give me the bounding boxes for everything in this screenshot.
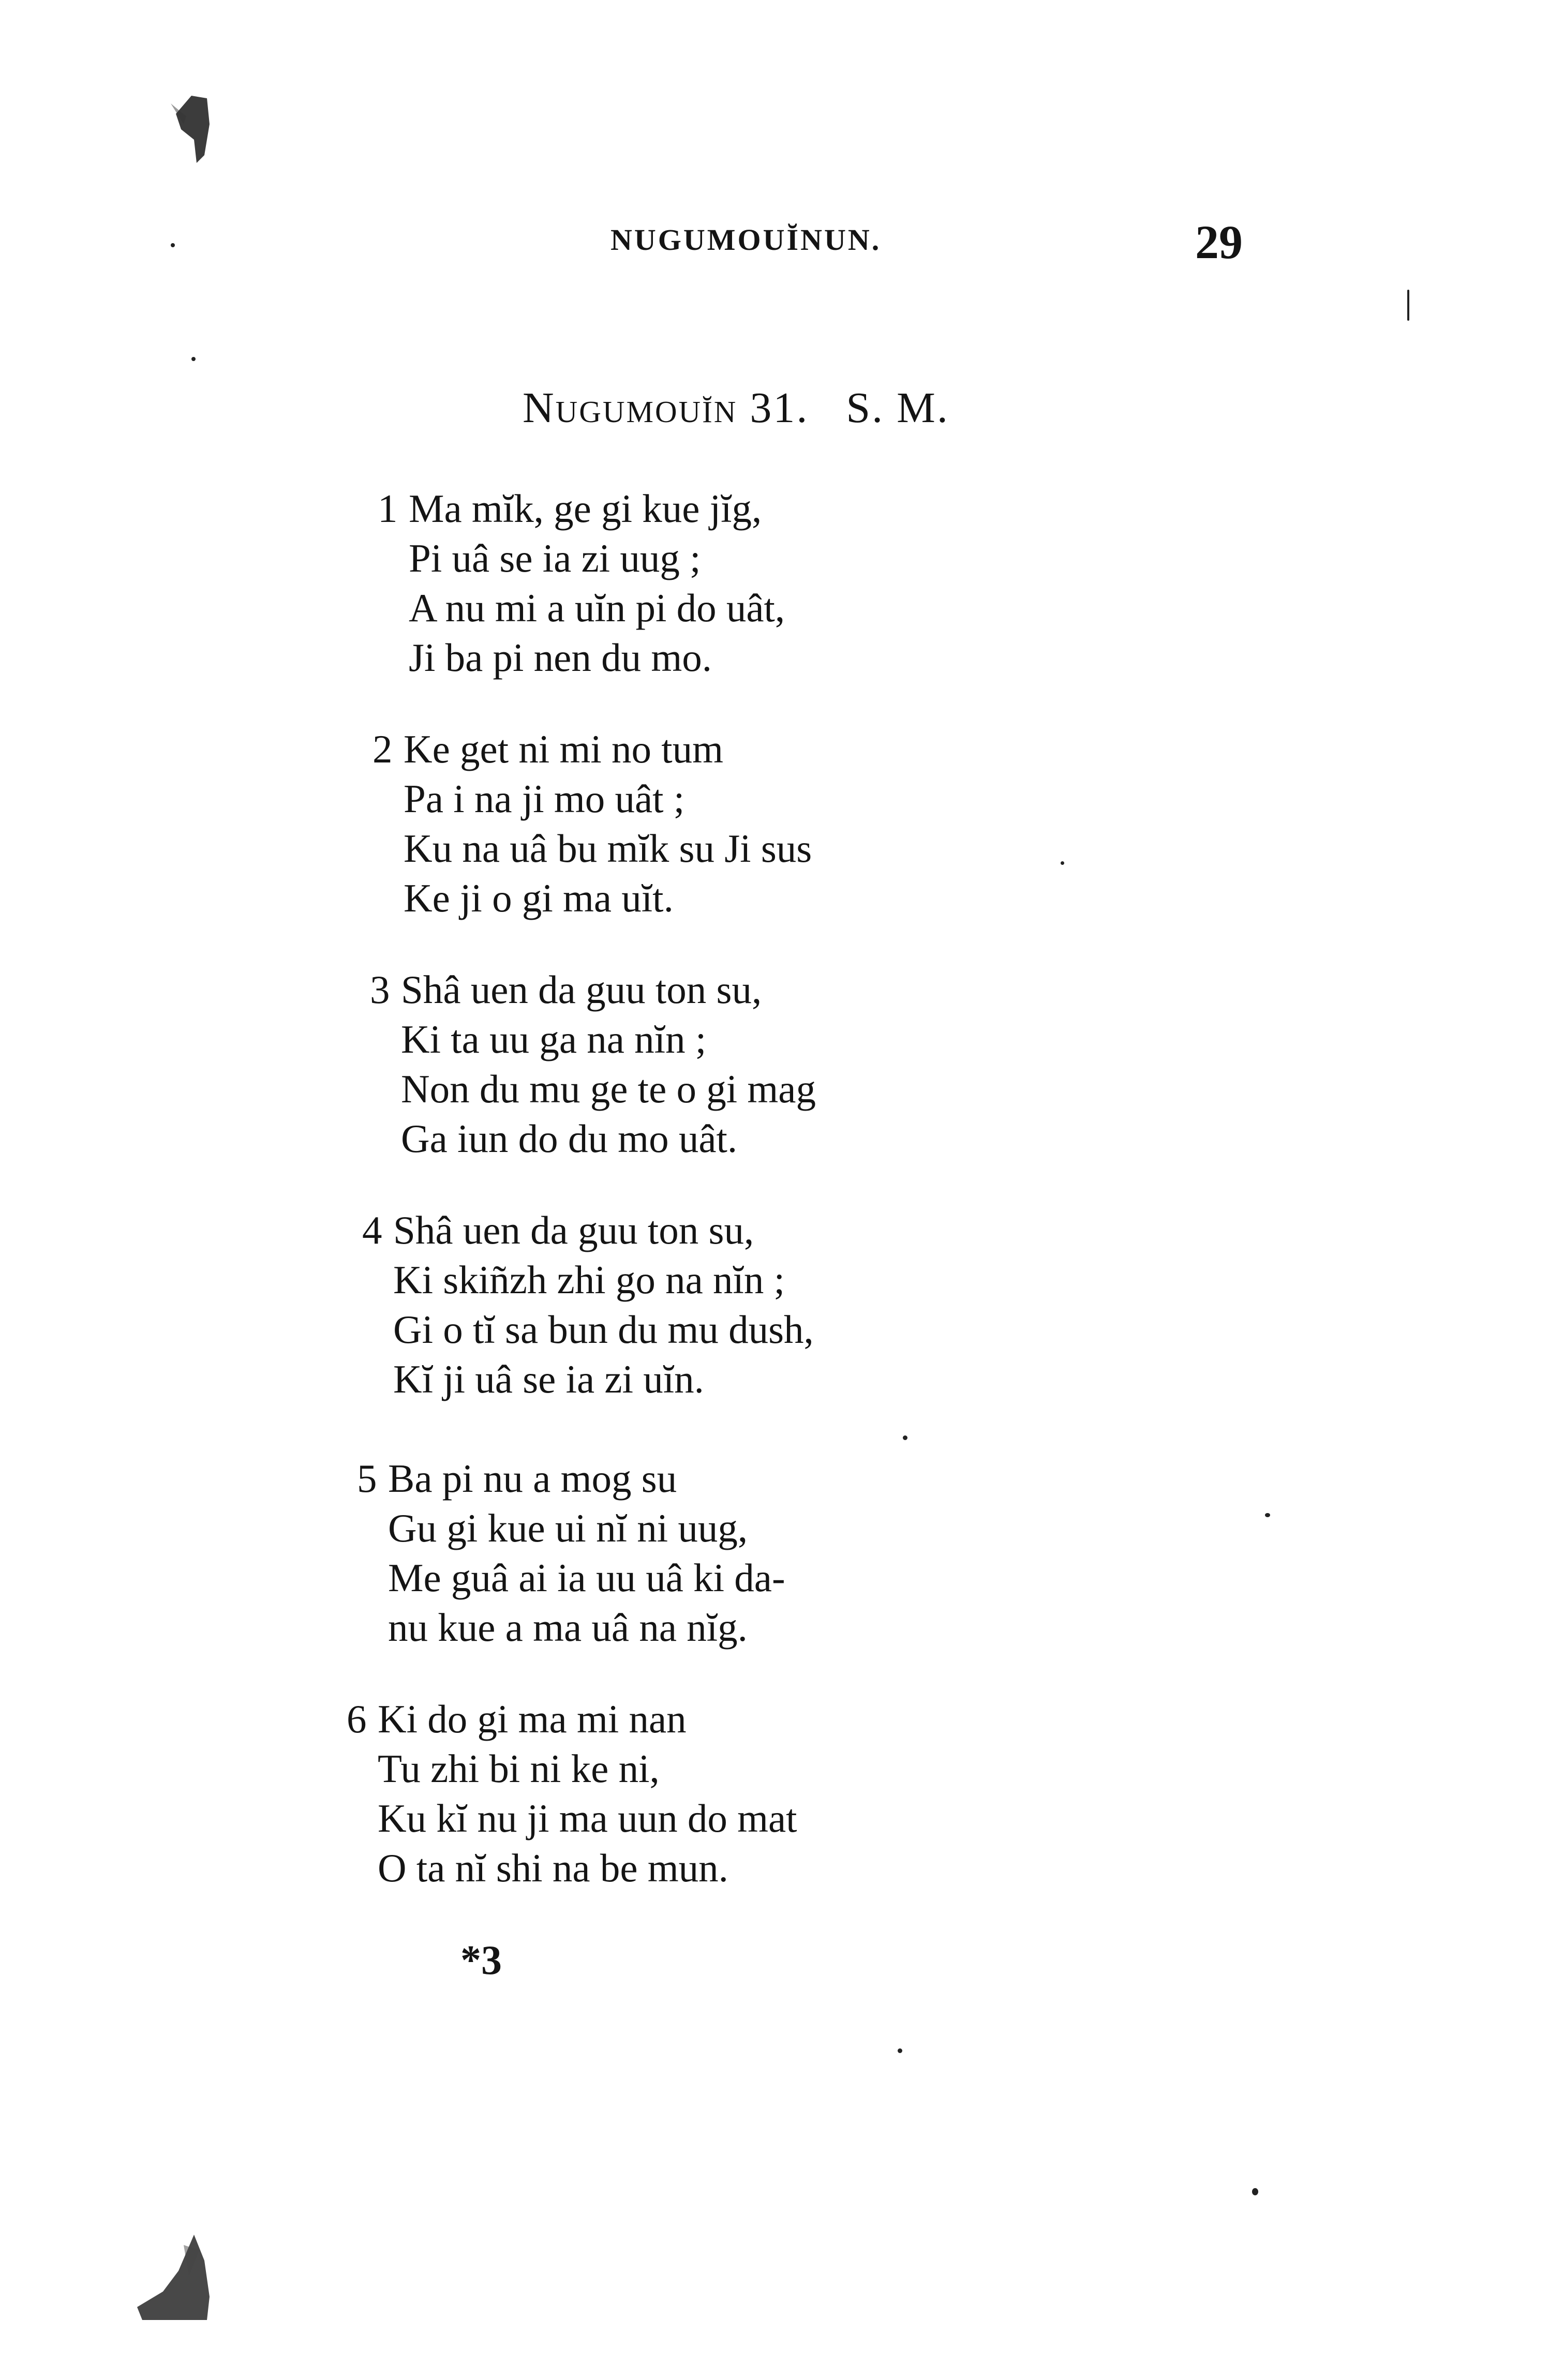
- scan-speck: [1407, 290, 1409, 321]
- verse-line: Ku kĭ nu ji ma uun do mat: [378, 1796, 797, 1840]
- scan-speck: [171, 243, 175, 247]
- hymn-title-word: Nugumouĭn: [523, 384, 738, 432]
- verse-line: Shâ uen da guu ton su,: [401, 967, 762, 1012]
- stanza-3: [370, 965, 816, 1163]
- hymn-meter: S. M.: [846, 384, 949, 432]
- scan-speck: [898, 2048, 902, 2053]
- verse-line: Ke ji o gi ma uĭt.: [404, 876, 674, 920]
- verse-line: Ba pi nu a mog su: [388, 1456, 677, 1501]
- verse-line: Ki skiñzh zhi go na nĭn ;: [393, 1258, 785, 1302]
- stanza-number: 5: [357, 1456, 377, 1501]
- signature-mark: *3: [460, 1938, 502, 1983]
- scan-speck: [1252, 2188, 1258, 2195]
- stanza-number: 6: [347, 1697, 367, 1741]
- stanza-4: [362, 1205, 814, 1404]
- scan-speck: [1265, 1513, 1270, 1517]
- verse-line: Ma mĭk, ge gi kue jĭg,: [409, 486, 762, 531]
- ink-smudge-top: [171, 93, 217, 166]
- verse-line: Non du mu ge te o gi mag: [401, 1067, 816, 1111]
- verse-line: Ji ba pi nen du mo.: [409, 635, 712, 680]
- stanza-6: [347, 1694, 797, 1893]
- verse-line: A nu mi a uĭn pi do uât,: [409, 586, 785, 630]
- page-number: 29: [1195, 216, 1243, 268]
- verse-line: Kĭ ji uâ se ia zi uĭn.: [393, 1357, 704, 1401]
- verse-line: Gu gi kue ui nĭ ni uug,: [388, 1506, 748, 1550]
- stanza-2: [373, 724, 812, 923]
- running-head: NUGUMOUĬNUN.: [610, 223, 882, 257]
- verse-line: Pa i na ji mo uât ;: [404, 776, 685, 821]
- verse-line: Gi o tĭ sa bun du mu dush,: [393, 1307, 814, 1352]
- stanza-number: 3: [370, 967, 390, 1012]
- verse-line: Ki ta uu ga na nĭn ;: [401, 1017, 707, 1061]
- verse-line: Ke get ni mi no tum: [404, 727, 724, 771]
- ink-smudge-bottom: [132, 2229, 215, 2323]
- scan-speck: [191, 357, 196, 361]
- stanza-number: 4: [362, 1208, 382, 1252]
- hymn-number: 31.: [750, 384, 809, 432]
- verse-line: Ga iun do du mo uât.: [401, 1116, 738, 1161]
- hymn-title: [523, 383, 949, 433]
- stanza-5: [357, 1454, 785, 1652]
- verse-line: Tu zhi bi ni ke ni,: [378, 1746, 660, 1791]
- scan-speck: [903, 1435, 907, 1440]
- verse-line: Ku na uâ bu mĭk su Ji sus: [404, 826, 812, 871]
- stanza-1: [378, 484, 785, 682]
- verse-line: O ta nĭ shi na be mun.: [378, 1846, 728, 1890]
- scan-speck: [1061, 861, 1064, 865]
- verse-line: nu kue a ma uâ na nĭg.: [388, 1605, 748, 1650]
- stanza-number: 2: [373, 727, 393, 771]
- verse-line: Ki do gi ma mi nan: [378, 1697, 687, 1741]
- stanza-number: 1: [378, 486, 398, 531]
- verse-line: Shâ uen da guu ton su,: [393, 1208, 754, 1252]
- verse-line: Me guâ ai ia uu uâ ki da-: [388, 1555, 785, 1600]
- verse-line: Pi uâ se ia zi uug ;: [409, 536, 701, 580]
